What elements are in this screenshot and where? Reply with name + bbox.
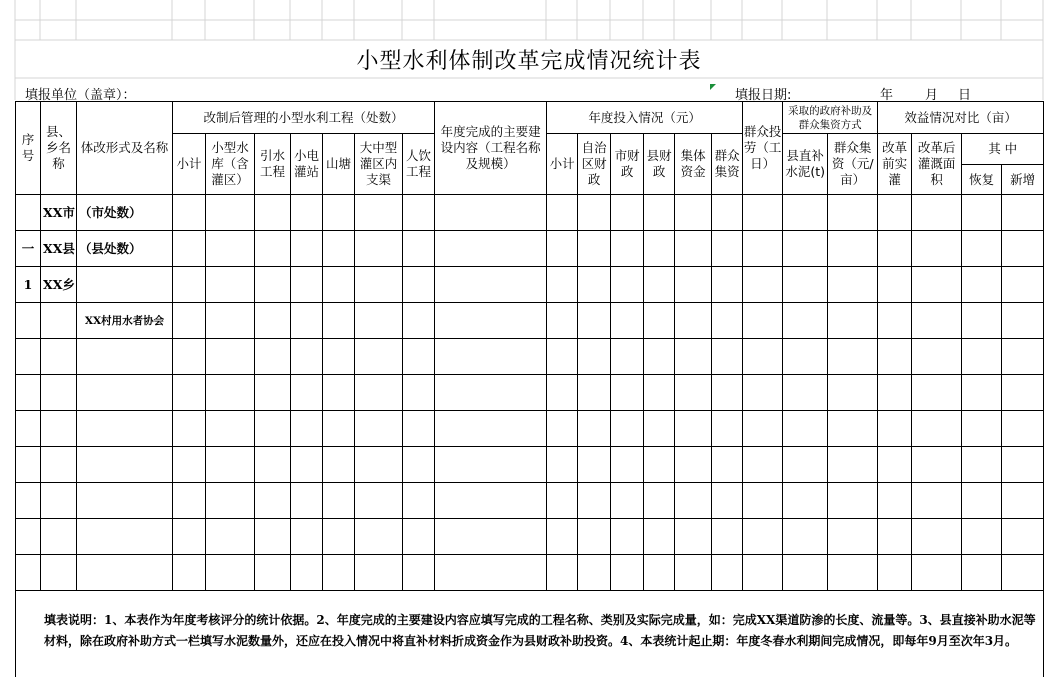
header-among: 其 中 xyxy=(962,134,1044,165)
date-year-label: 年 xyxy=(880,88,894,103)
header-annual-investment: 年度投入情况（元） xyxy=(547,102,743,134)
header-invest-subtotal: 小计 xyxy=(547,134,578,195)
cell-name[interactable]: XX市 xyxy=(41,195,77,231)
header-city-finance: 市财政 xyxy=(611,134,644,195)
table-row xyxy=(16,375,1044,411)
header-collective-funds: 集体资金 xyxy=(675,134,712,195)
fill-date-label: 填报日期: xyxy=(735,88,792,103)
header-reform-form: 体改形式及名称 xyxy=(77,102,173,195)
header-restored: 恢复 xyxy=(962,165,1002,195)
cell-comment-marker xyxy=(710,84,716,90)
table-row xyxy=(16,267,1044,303)
header-drinking-water: 人饮工程 xyxy=(403,134,435,195)
cell-seq[interactable] xyxy=(16,195,41,231)
header-public-fund-per-mu: 群众集资（元/亩） xyxy=(828,134,878,195)
header-annual-construction: 年度完成的主要建设内容（工程名称及规模） xyxy=(435,102,547,195)
cell-form[interactable]: XX村用水者协会 xyxy=(77,303,173,339)
cell-form[interactable] xyxy=(77,267,173,303)
header-county-finance: 县财政 xyxy=(644,134,675,195)
header-managed-projects: 改制后管理的小型水利工程（处数） xyxy=(173,102,435,134)
table-row xyxy=(16,519,1044,555)
statistics-table xyxy=(15,101,1044,591)
table-row xyxy=(16,483,1044,519)
header-large-medium-canal: 大中型灌区内支渠 xyxy=(355,134,403,195)
header-small-reservoir: 小型水库（含灌区） xyxy=(206,134,255,195)
fill-unit-label: 填报单位（盖章）： xyxy=(25,88,136,103)
header-pond: 山塘 xyxy=(323,134,355,195)
header-public-labor: 群众投劳（工日） xyxy=(743,102,783,195)
cell-form[interactable]: （市处数） xyxy=(77,195,173,231)
table-row xyxy=(16,195,1044,231)
page-title: 小型水利体制改革完成情况统计表 xyxy=(356,49,702,74)
cell-seq[interactable]: 1 xyxy=(16,267,41,303)
header-after-irrigation: 改革后灌溉面积 xyxy=(912,134,962,195)
cell-name[interactable]: XX乡 xyxy=(41,267,77,303)
cell-name[interactable]: XX县 xyxy=(41,231,77,267)
header-county-cement: 县直补水泥(t) xyxy=(783,134,828,195)
cell-form[interactable]: （县处数） xyxy=(77,231,173,267)
table-row xyxy=(16,339,1044,375)
cell-name[interactable] xyxy=(41,303,77,339)
header-public-raised: 群众集资 xyxy=(712,134,743,195)
table-row xyxy=(16,555,1044,591)
header-water-diversion: 引水工程 xyxy=(255,134,291,195)
date-day-label: 日 xyxy=(958,88,972,103)
header-small-power-irrigation: 小电灌站 xyxy=(291,134,323,195)
table-row xyxy=(16,411,1044,447)
header-county-town-name: 县、乡名称 xyxy=(41,102,77,195)
cell-seq[interactable]: 一 xyxy=(16,231,41,267)
table-row xyxy=(16,447,1044,483)
cell-seq[interactable] xyxy=(16,303,41,339)
header-new-added: 新增 xyxy=(1002,165,1044,195)
header-before-irrigation: 改革前实灌 xyxy=(878,134,912,195)
header-seq: 序号 xyxy=(16,102,41,195)
table-row xyxy=(16,231,1044,267)
table-row xyxy=(16,303,1044,339)
fill-instructions-note: 填表说明：1、本表作为年度考核评分的统计依据。2、年度完成的主要建设内容应填写完成的工程名称、类别及实际完成量，如：完成XX渠道防渗的长度、流量等。3、县直接补助水泥等材料，除在政府补助方式一栏填写水泥数量外，还应在投入情况中将直补材料折成资金作为县财政补助投资。4、本表统计起止期：年度冬春水利期间完成情况，即每年9月至次年3月。 xyxy=(44,613,1036,648)
date-month-label: 月 xyxy=(925,88,939,103)
header-managed-subtotal: 小计 xyxy=(173,134,206,195)
header-autonomous-finance: 自治区财政 xyxy=(578,134,611,195)
header-subsidy-method: 采取的政府补助及群众集资方式 xyxy=(783,102,878,134)
header-benefit-comparison: 效益情况对比（亩） xyxy=(878,102,1044,134)
